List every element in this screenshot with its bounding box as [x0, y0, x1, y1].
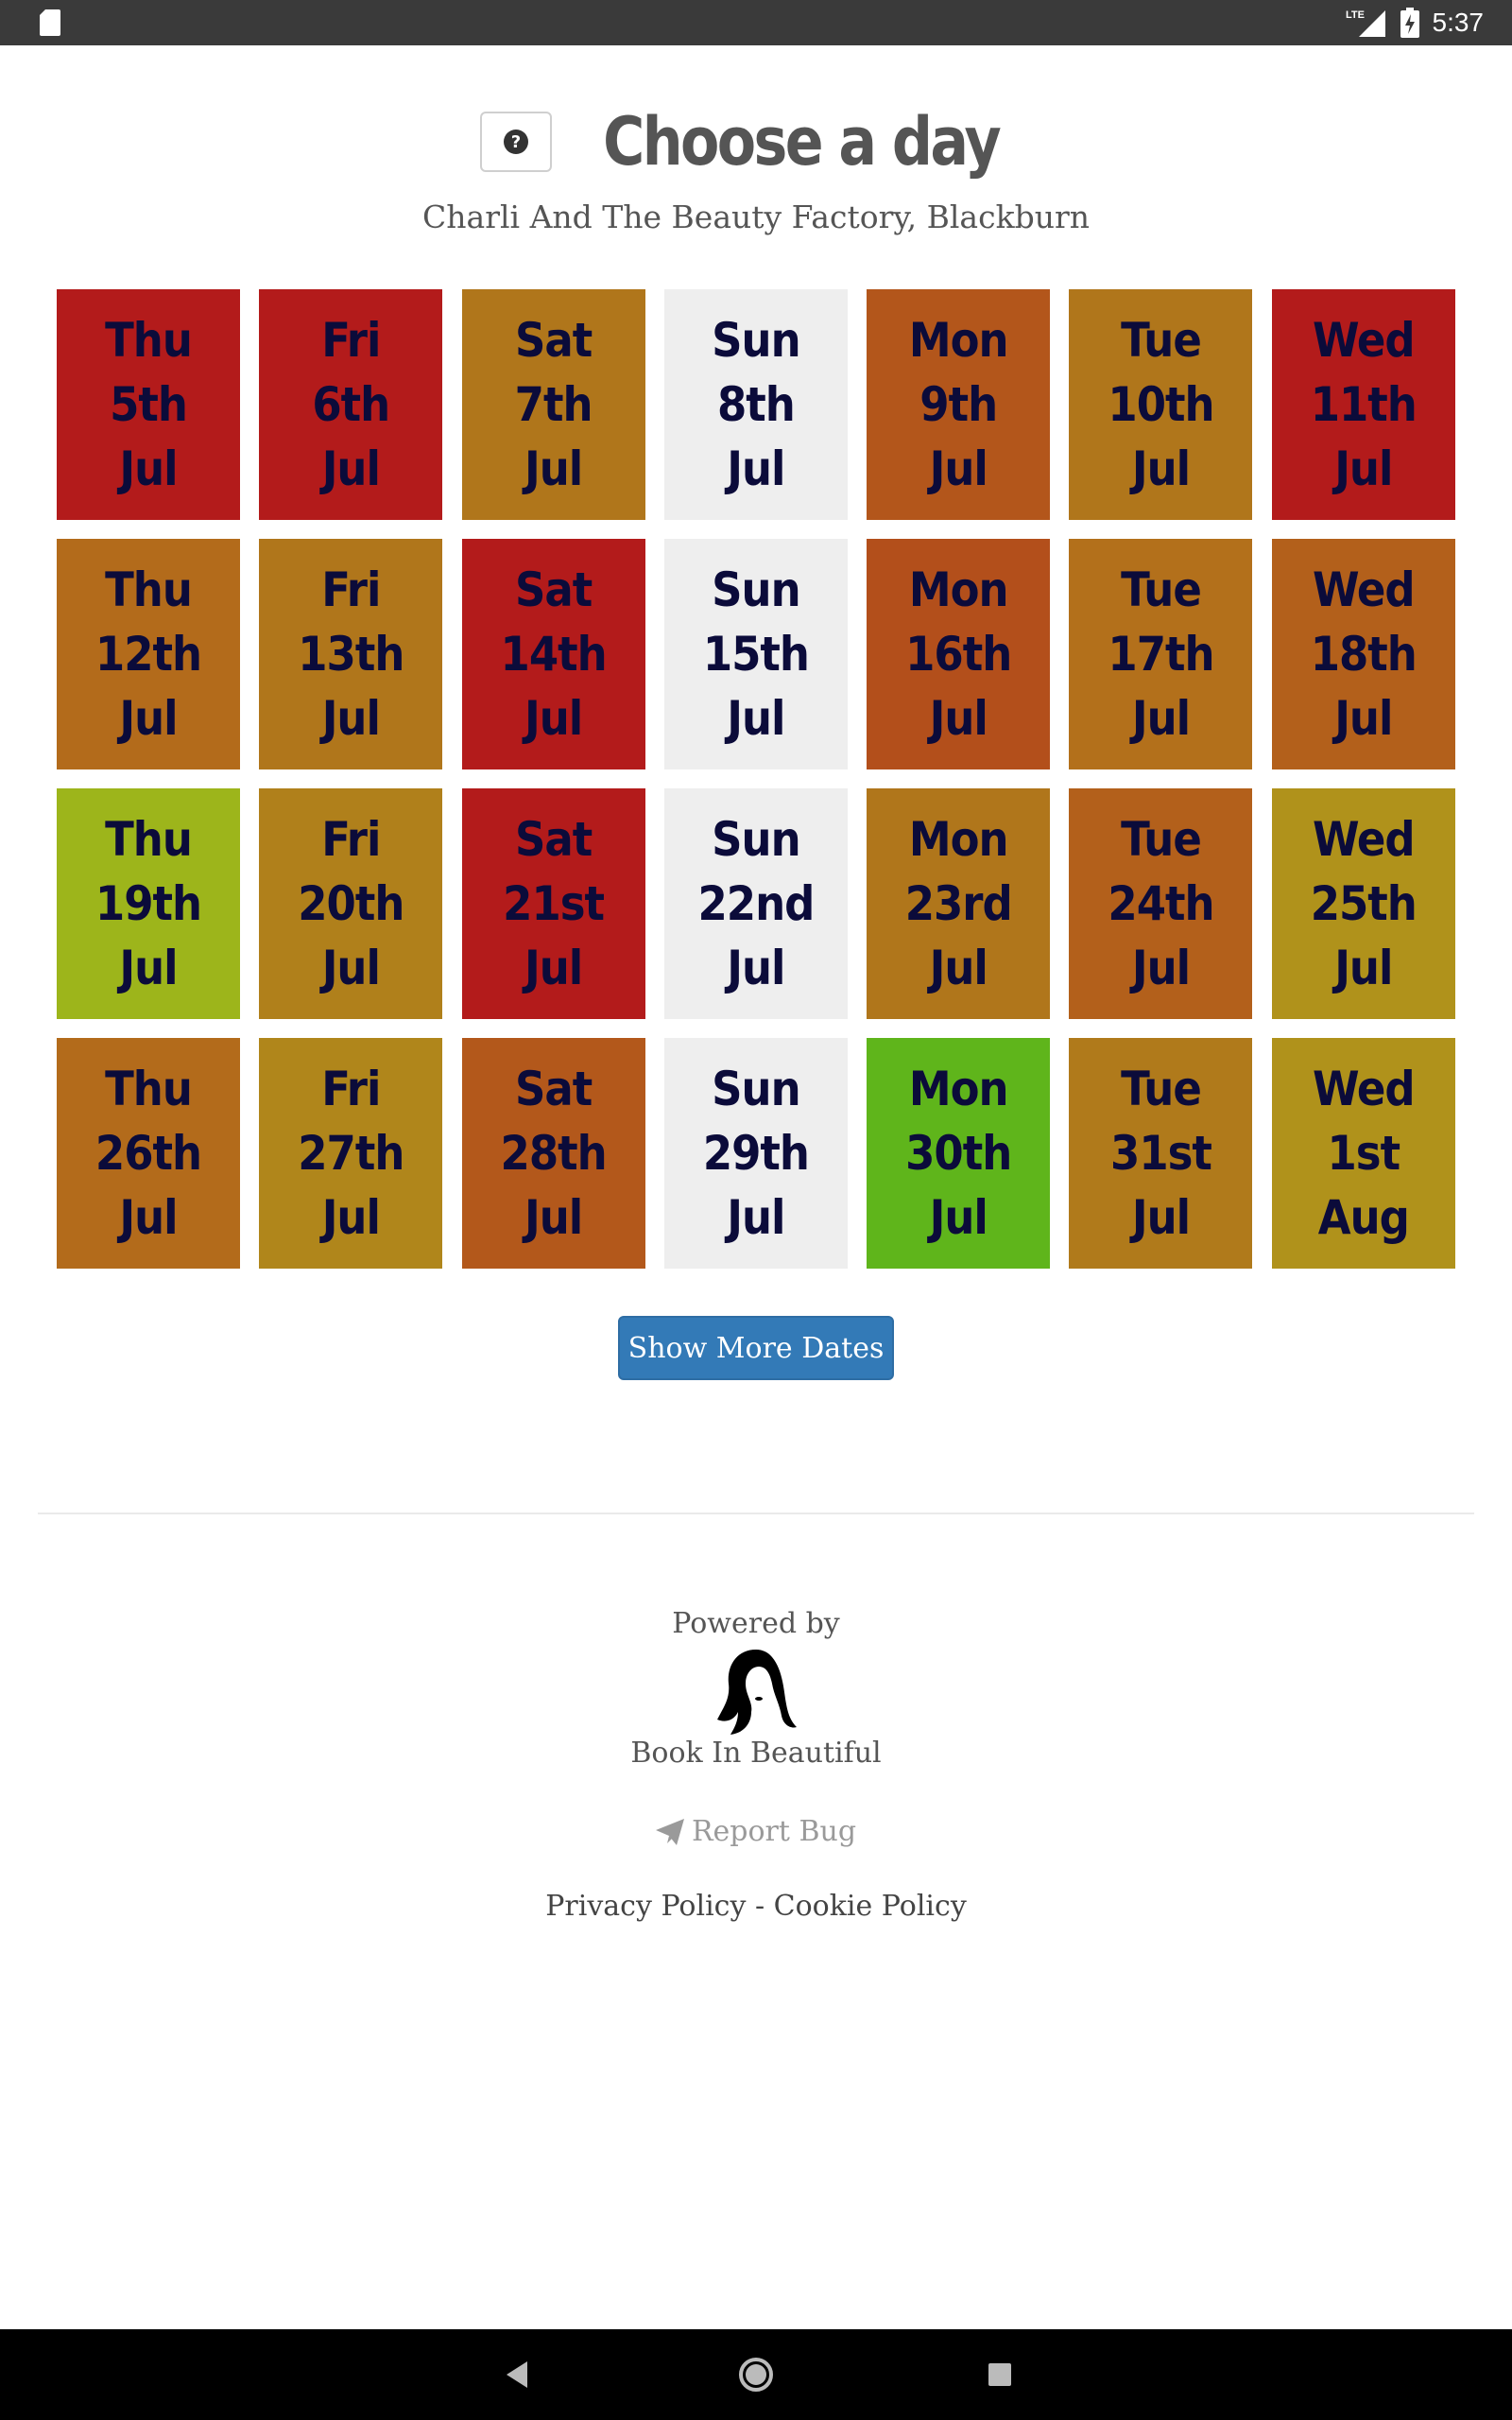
day-tile[interactable]: [664, 539, 848, 769]
day-date: 19th: [94, 876, 202, 931]
day-dow: Fri: [321, 313, 381, 368]
book-in-beautiful-logo-icon[interactable]: [713, 1646, 799, 1737]
day-dow: Tue: [1121, 562, 1201, 617]
day-dow: Thu: [105, 562, 192, 617]
day-date: 17th: [1108, 627, 1214, 682]
day-tile[interactable]: [867, 539, 1050, 769]
day-date: 13th: [298, 627, 404, 682]
day-month: Jul: [119, 941, 178, 995]
day-dow: Wed: [1312, 812, 1415, 867]
day-date: 15th: [702, 627, 809, 682]
day-tile[interactable]: [462, 289, 645, 520]
day-grid: [57, 289, 1455, 1269]
privacy-policy-link[interactable]: Privacy Policy: [545, 1890, 747, 1923]
salon-name: Charli And The Beauty Factory, Blackburn: [422, 199, 1090, 235]
day-month: Jul: [1131, 441, 1191, 496]
policy-links: [0, 1890, 1512, 1923]
day-date: 7th: [514, 377, 593, 432]
day-date: 11th: [1310, 377, 1417, 432]
day-month: Aug: [1317, 1190, 1409, 1245]
day-month: Jul: [1131, 691, 1191, 746]
day-tile[interactable]: [462, 539, 645, 769]
day-dow: Mon: [908, 1062, 1008, 1116]
day-tile[interactable]: [1069, 289, 1252, 520]
day-tile[interactable]: [867, 788, 1050, 1019]
day-month: Jul: [321, 441, 380, 496]
powered-by-label: Powered by: [672, 1607, 840, 1640]
day-month: Jul: [727, 441, 785, 496]
day-dow: Wed: [1312, 1062, 1415, 1116]
day-dow: Sun: [712, 1062, 800, 1116]
day-dow: Sat: [514, 313, 593, 368]
day-tile[interactable]: [1069, 539, 1252, 769]
day-tile[interactable]: [1272, 1038, 1455, 1269]
day-date: 9th: [919, 377, 998, 432]
lte-signal-icon: [1346, 7, 1387, 39]
day-month: Jul: [1131, 941, 1191, 995]
day-date: 8th: [716, 377, 795, 432]
recent-apps-icon[interactable]: [983, 2354, 1017, 2395]
day-dow: Sat: [514, 1062, 593, 1116]
day-tile[interactable]: [57, 788, 240, 1019]
day-tile[interactable]: [1272, 289, 1455, 520]
day-dow: Sun: [712, 812, 800, 867]
day-dow: Thu: [105, 313, 192, 368]
day-tile[interactable]: [1272, 788, 1455, 1019]
day-date: 27th: [298, 1126, 404, 1181]
day-dow: Wed: [1312, 313, 1415, 368]
day-month: Jul: [524, 441, 583, 496]
day-month: Jul: [929, 1190, 988, 1245]
day-dow: Tue: [1121, 313, 1201, 368]
day-tile[interactable]: [259, 539, 442, 769]
brand-name[interactable]: Book In Beautiful: [630, 1737, 882, 1770]
day-tile[interactable]: [664, 1038, 848, 1269]
svg-text:LTE: LTE: [1345, 9, 1365, 21]
day-date: 24th: [1108, 876, 1214, 931]
divider: [38, 1512, 1474, 1514]
day-tile[interactable]: [867, 1038, 1050, 1269]
question-circle-icon: [503, 129, 529, 155]
day-month: Jul: [119, 691, 178, 746]
day-month: Jul: [929, 941, 988, 995]
day-tile[interactable]: [259, 289, 442, 520]
day-date: 30th: [905, 1126, 1012, 1181]
day-date: 28th: [500, 1126, 607, 1181]
day-date: 1st: [1327, 1126, 1400, 1181]
day-dow: Sat: [514, 562, 593, 617]
report-bug-label: Report Bug: [691, 1815, 857, 1848]
day-dow: Mon: [908, 562, 1008, 617]
day-dow: Sat: [514, 812, 593, 867]
policy-separator: -: [754, 1890, 765, 1923]
show-more-dates-button[interactable]: Show More Dates: [618, 1316, 894, 1380]
day-month: Jul: [727, 941, 785, 995]
day-dow: Fri: [321, 812, 381, 867]
day-dow: Sun: [712, 562, 800, 617]
day-dow: Tue: [1121, 812, 1201, 867]
footer: [0, 1607, 1512, 1923]
day-tile[interactable]: [867, 289, 1050, 520]
day-month: Jul: [321, 1190, 380, 1245]
battery-charging-icon: [1400, 8, 1419, 38]
day-dow: Fri: [321, 1062, 381, 1116]
status-bar: [0, 0, 1512, 45]
day-month: Jul: [321, 691, 380, 746]
help-button[interactable]: [480, 112, 552, 172]
android-nav-bar: [0, 2329, 1512, 2420]
day-tile[interactable]: [1069, 788, 1252, 1019]
day-date: 31st: [1110, 1126, 1211, 1181]
day-month: Jul: [524, 1190, 583, 1245]
day-dow: Tue: [1121, 1062, 1201, 1116]
day-tile[interactable]: [57, 539, 240, 769]
day-date: 10th: [1108, 377, 1214, 432]
day-dow: Thu: [105, 812, 192, 867]
day-date: 14th: [500, 627, 607, 682]
day-date: 29th: [702, 1126, 809, 1181]
day-date: 5th: [110, 377, 187, 432]
day-tile[interactable]: [259, 788, 442, 1019]
day-tile[interactable]: [57, 1038, 240, 1269]
report-bug-link[interactable]: [0, 1815, 1512, 1848]
day-date: 6th: [312, 377, 390, 432]
back-icon[interactable]: [499, 2354, 533, 2395]
day-month: Jul: [1334, 941, 1393, 995]
day-dow: Mon: [908, 812, 1008, 867]
day-tile[interactable]: [664, 289, 848, 520]
day-month: Jul: [321, 941, 380, 995]
paper-plane-icon: [656, 1819, 684, 1845]
day-tile[interactable]: [664, 788, 848, 1019]
page-title: Choose a day: [603, 103, 1000, 181]
day-tile[interactable]: [259, 1038, 442, 1269]
page-header: [0, 95, 1512, 235]
day-month: Jul: [929, 441, 988, 496]
day-month: Jul: [727, 1190, 785, 1245]
day-month: Jul: [524, 941, 583, 995]
day-date: 26th: [94, 1126, 202, 1181]
day-date: 12th: [94, 627, 202, 682]
day-dow: Thu: [105, 1062, 192, 1116]
day-month: Jul: [119, 441, 178, 496]
day-date: 21st: [503, 876, 605, 931]
day-month: Jul: [1131, 1190, 1191, 1245]
day-month: Jul: [1334, 441, 1393, 496]
day-month: Jul: [119, 1190, 178, 1245]
day-tile[interactable]: [462, 788, 645, 1019]
svg-text:?: ?: [511, 132, 522, 152]
day-dow: Sun: [712, 313, 800, 368]
day-date: 23rd: [904, 876, 1012, 931]
day-month: Jul: [524, 691, 583, 746]
day-date: 16th: [905, 627, 1012, 682]
home-icon[interactable]: [737, 2354, 775, 2395]
cookie-policy-link[interactable]: Cookie Policy: [773, 1890, 967, 1923]
day-month: Jul: [727, 691, 785, 746]
day-date: 25th: [1310, 876, 1417, 931]
day-date: 18th: [1310, 627, 1417, 682]
day-tile[interactable]: [1069, 1038, 1252, 1269]
day-dow: Wed: [1312, 562, 1415, 617]
day-tile[interactable]: [57, 289, 240, 520]
day-date: 20th: [298, 876, 404, 931]
day-month: Jul: [929, 691, 988, 746]
day-tile[interactable]: [462, 1038, 645, 1269]
day-dow: Mon: [908, 313, 1008, 368]
day-date: 22nd: [697, 876, 815, 931]
status-time: 5:37: [1432, 8, 1484, 37]
day-tile[interactable]: [1272, 539, 1455, 769]
day-month: Jul: [1334, 691, 1393, 746]
sd-card-icon: [40, 9, 60, 36]
day-dow: Fri: [321, 562, 381, 617]
